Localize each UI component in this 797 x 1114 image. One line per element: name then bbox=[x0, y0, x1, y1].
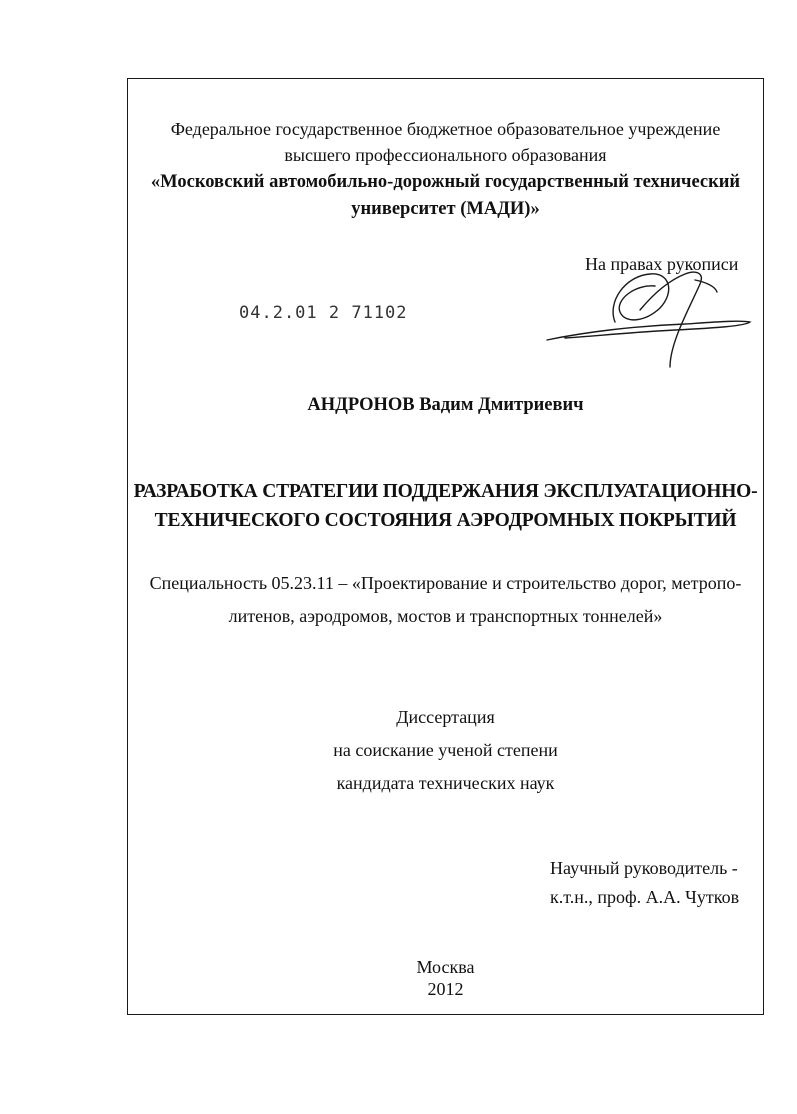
footer-city: Москва bbox=[416, 957, 475, 977]
university-line-2: университет (МАДИ)» bbox=[351, 199, 540, 219]
title-line-1: РАЗРАБОТКА СТРАТЕГИИ ПОДДЕРЖАНИЯ ЭКСПЛУАТАЦИОННО- bbox=[133, 481, 758, 502]
university-line-1: «Московский автомобильно-дорожный государственный технический bbox=[150, 172, 741, 192]
dissertation-line-2: на соискание ученой степени bbox=[333, 740, 558, 760]
specialty-line-1: Специальность 05.23.11 – «Проектирование и строительство дорог, метропо- bbox=[149, 573, 742, 593]
dissertation-line-1: Диссертация bbox=[396, 707, 495, 727]
institution-line-2: высшего профессионального образования bbox=[284, 145, 607, 165]
manuscript-note: На правах рукописи bbox=[585, 254, 739, 274]
dissertation-line-3: кандидата технических наук bbox=[336, 773, 555, 793]
registration-stamp: 04.2.01 2 71102 bbox=[239, 303, 408, 323]
footer-year: 2012 bbox=[427, 979, 464, 999]
signature-image bbox=[545, 262, 755, 370]
author-name: АНДРОНОВ Вадим Дмитриевич bbox=[307, 395, 584, 415]
supervisor-line-1: Научный руководитель - bbox=[550, 858, 738, 878]
supervisor-line-2: к.т.н., проф. А.А. Чутков bbox=[550, 887, 740, 907]
specialty-line-2: литенов, аэродромов, мостов и транспортных тоннелей» bbox=[228, 606, 663, 626]
title-line-2: ТЕХНИЧЕСКОГО СОСТОЯНИЯ АЭРОДРОМНЫХ ПОКРЫТИЙ bbox=[154, 510, 737, 531]
institution-line-1: Федеральное государственное бюджетное образовательное учреждение bbox=[170, 119, 721, 139]
